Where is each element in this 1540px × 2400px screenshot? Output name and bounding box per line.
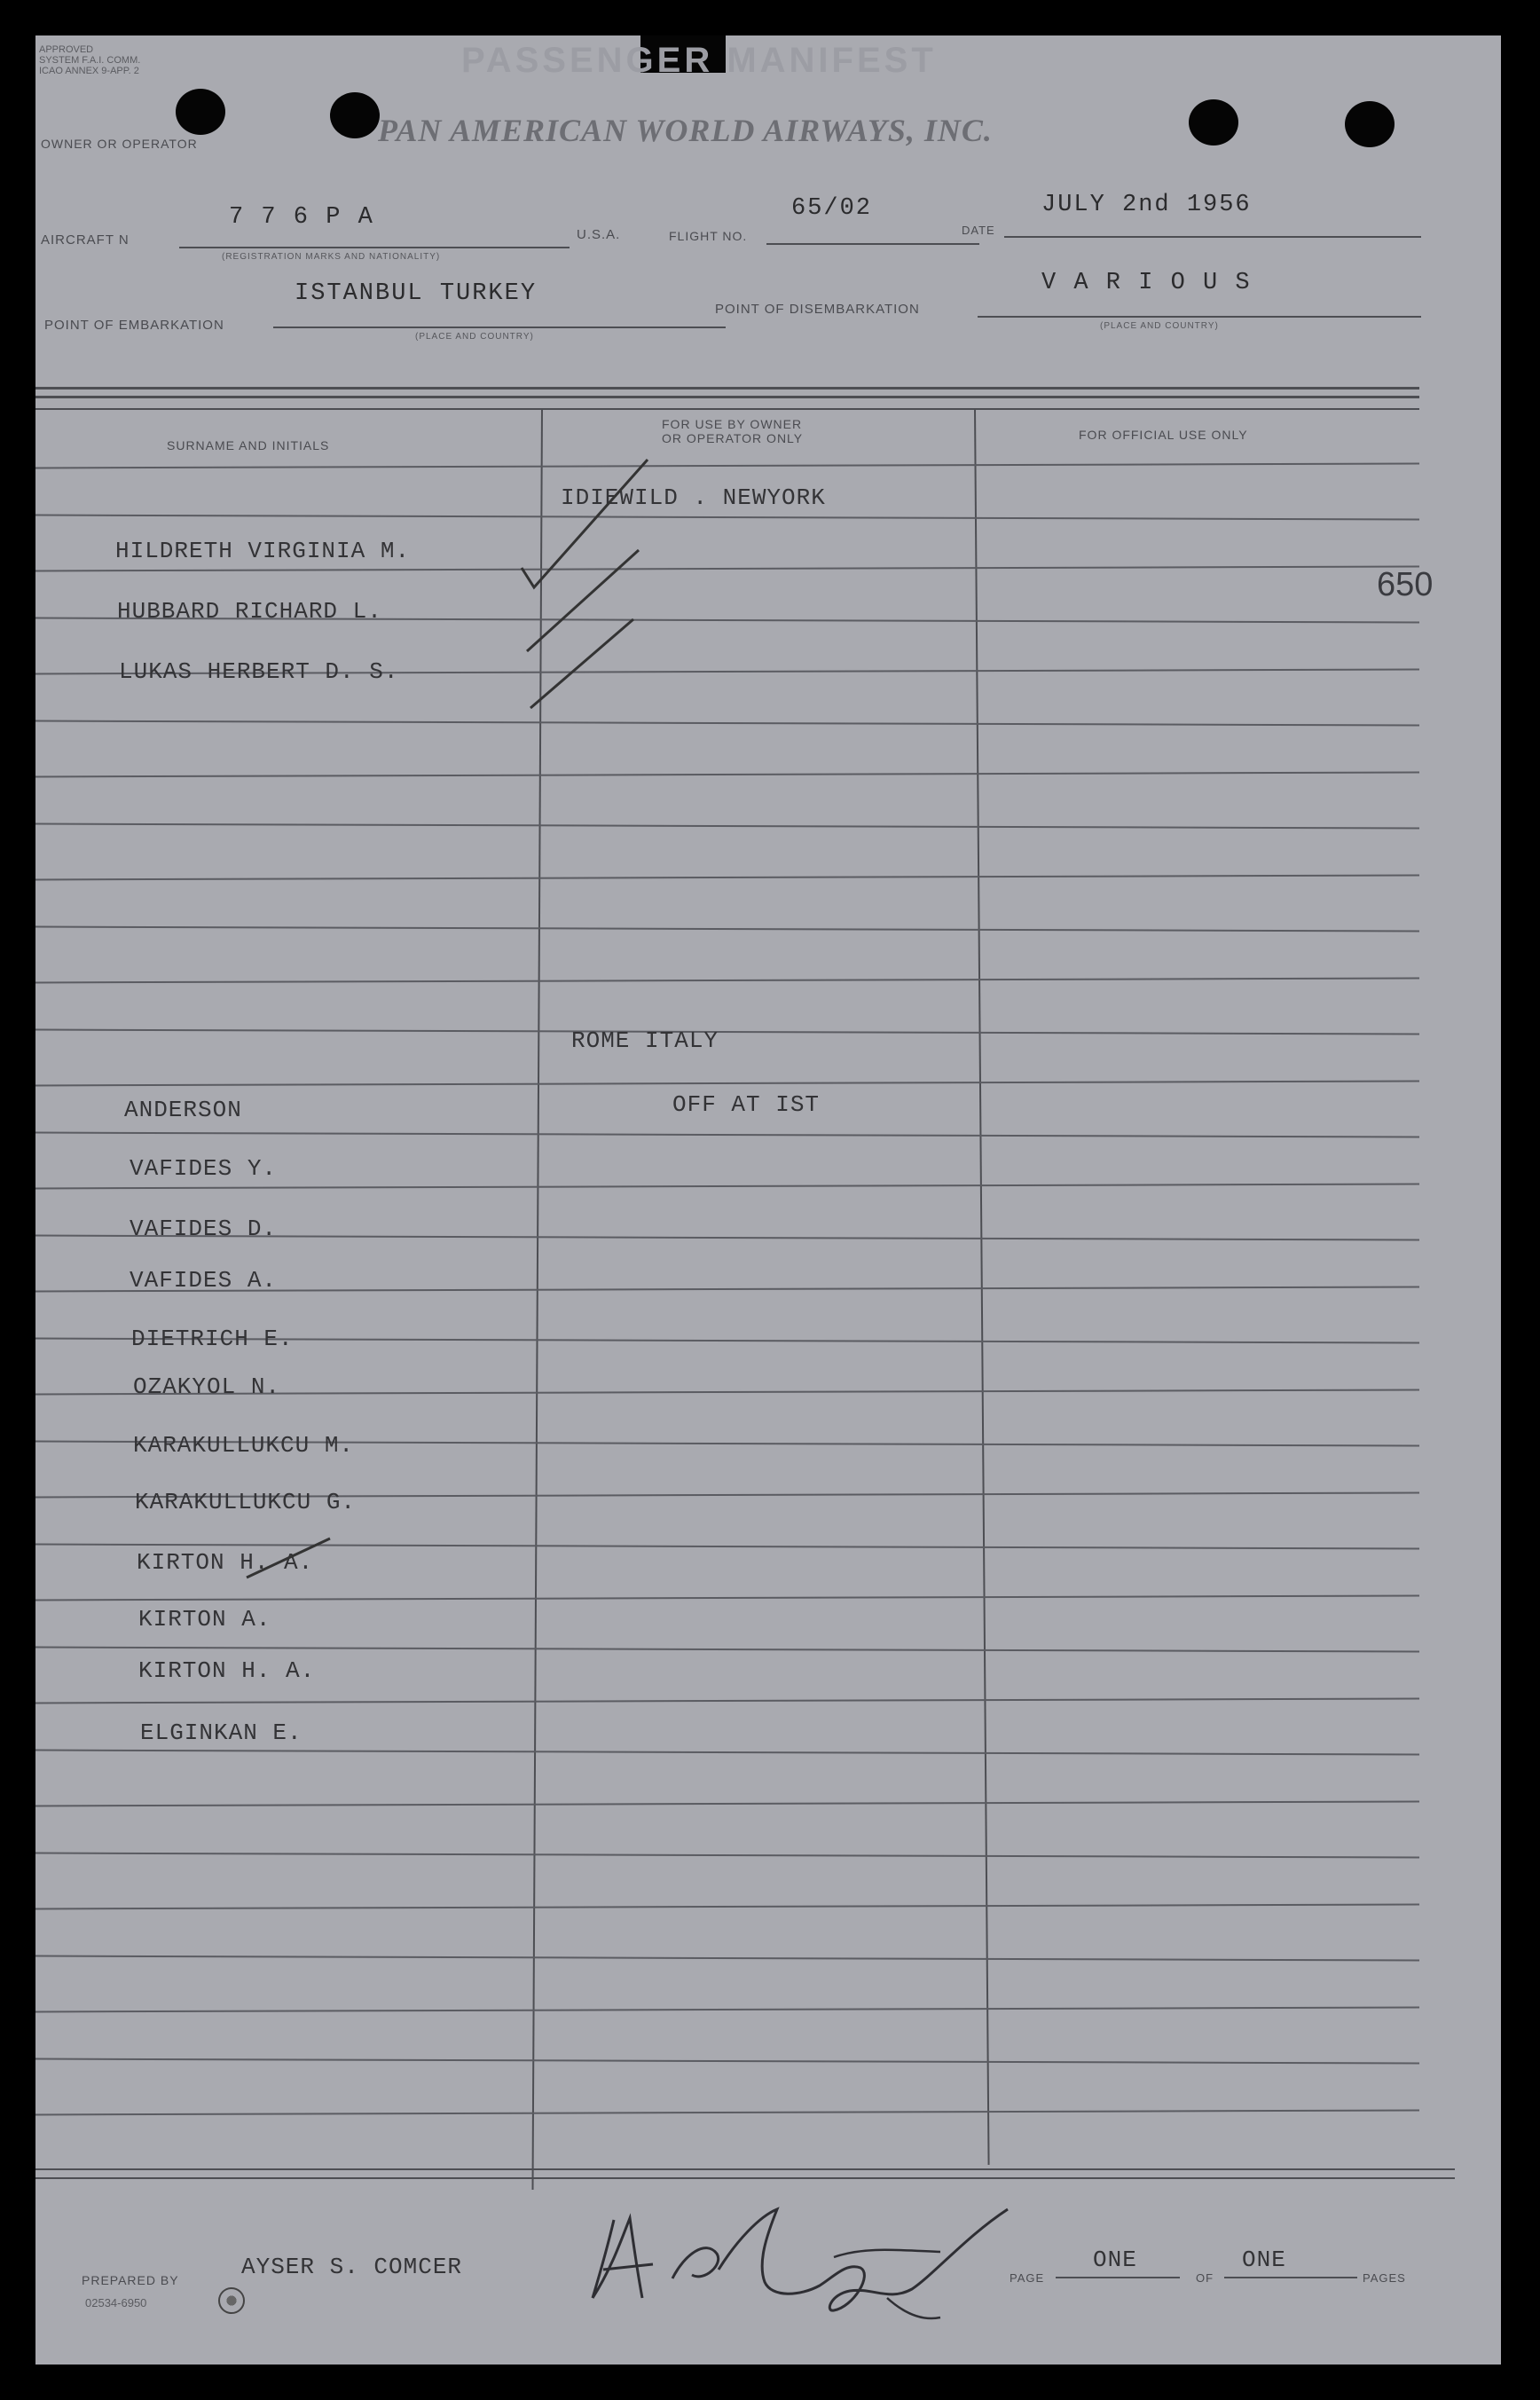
airline-name: PAN AMERICAN WORLD AIRWAYS, INC. — [378, 113, 993, 148]
date-label: DATE — [962, 224, 995, 237]
passenger-name: VAFIDES Y. — [130, 1155, 278, 1182]
row-rule — [35, 2058, 1419, 2065]
of-label: OF — [1196, 2271, 1214, 2285]
flight-label: FLIGHT NO. — [669, 229, 748, 243]
approved-line: ICAO ANNEX 9-APP. 2 — [39, 66, 139, 76]
passenger-name: VAFIDES A. — [130, 1267, 278, 1294]
passenger-name: VAFIDES D. — [130, 1216, 278, 1242]
passenger-name: KARAKULLUKCU G. — [135, 1489, 357, 1515]
passenger-name: HILDRETH VIRGINIA M. — [115, 538, 411, 564]
passenger-name: LUKAS HERBERT D. S. — [119, 658, 399, 685]
punch-hole — [1189, 99, 1238, 146]
row-rule — [35, 926, 1419, 932]
aircraft-sub: (REGISTRATION MARKS AND NATIONALITY) — [222, 252, 441, 262]
form-title: PASSENGER MANIFEST — [461, 41, 937, 80]
punch-hole — [330, 92, 380, 138]
prepared-by-value: AYSER S. COMCER — [241, 2254, 463, 2280]
passenger-name: KIRTON A. — [138, 1606, 271, 1633]
approved-line: SYSTEM F.A.I. COMM. — [39, 55, 141, 66]
disembarkation-value: V A R I O U S — [1041, 270, 1252, 296]
owner-label: OWNER OR OPERATOR — [41, 137, 198, 151]
row-rule — [35, 1132, 1419, 1138]
approved-line: APPROVED — [39, 44, 94, 55]
disembarkation-sub: (PLACE AND COUNTRY) — [1100, 321, 1219, 331]
punch-hole — [1345, 101, 1395, 147]
aircraft-label: AIRCRAFT N — [41, 232, 130, 248]
row-rule — [35, 1698, 1419, 1704]
page-value: ONE — [1093, 2247, 1137, 2273]
punch-hole — [176, 89, 225, 135]
official-use-header: FOR OFFICIAL USE ONLY — [1079, 428, 1248, 442]
row-rule — [35, 566, 1419, 572]
row-rule — [35, 1595, 1419, 1601]
embarkation-sub: (PLACE AND COUNTRY) — [415, 332, 534, 342]
row-rule — [35, 823, 1419, 830]
union-seal-icon — [218, 2287, 245, 2314]
row-rule — [35, 463, 1419, 469]
row-rule — [35, 1647, 1419, 1653]
check-marks — [515, 417, 692, 719]
embarkation-label: POINT OF EMBARKATION — [44, 318, 224, 333]
form-code: 02534-6950 — [85, 2296, 147, 2310]
date-value: JULY 2nd 1956 — [1041, 192, 1252, 218]
passenger-name: KARAKULLUKCU M. — [133, 1432, 355, 1459]
passenger-name: HUBBARD RICHARD L. — [117, 598, 382, 625]
row-rule — [35, 720, 1419, 727]
embarkation-value: ISTANBUL TURKEY — [295, 280, 538, 307]
row-rule — [35, 978, 1419, 984]
destination-label: ROME ITALY — [571, 1027, 719, 1054]
page-label: PAGE — [1010, 2271, 1045, 2285]
passenger-name: ELGINKAN E. — [140, 1719, 302, 1746]
passenger-name: OZAKYOL N. — [133, 1373, 281, 1400]
usa-label: U.S.A. — [577, 227, 621, 242]
row-rule — [35, 2007, 1419, 2013]
row-rule — [35, 772, 1419, 778]
owner-use-header: OR OPERATOR ONLY — [662, 431, 804, 445]
manifest-sheet — [35, 35, 1501, 2365]
destination-label: IDIEWILD . NEWYORK — [561, 484, 826, 511]
row-rule — [35, 1081, 1419, 1087]
passenger-name: KIRTON H. A. — [138, 1657, 316, 1684]
check-mark — [241, 1535, 348, 1588]
aircraft-value: 7 7 6 P A — [229, 204, 374, 231]
row-rule — [35, 2110, 1419, 2116]
row-rule — [35, 515, 1419, 521]
flight-value: 65/02 — [791, 195, 873, 222]
row-rule — [35, 1029, 1419, 1035]
row-rule — [35, 1750, 1419, 1756]
passenger-name: KIRTON H. A. — [137, 1549, 314, 1576]
row-rule — [35, 1184, 1419, 1190]
row-rule — [35, 1801, 1419, 1807]
prepared-by-label: PREPARED BY — [82, 2273, 179, 2287]
official-note: 650 — [1377, 566, 1434, 603]
row-rule — [35, 1955, 1419, 1962]
owner-use-header: FOR USE BY OWNER — [662, 417, 803, 431]
pages-value: ONE — [1242, 2247, 1286, 2273]
row-rule — [35, 1853, 1419, 1859]
surname-column-header: SURNAME AND INITIALS — [167, 438, 330, 452]
row-rule — [35, 875, 1419, 881]
disembarkation-label: POINT OF DISEMBARKATION — [715, 302, 920, 317]
passenger-name: ANDERSON — [124, 1097, 242, 1123]
row-rule — [35, 1904, 1419, 1910]
section-note: OFF AT IST — [672, 1091, 821, 1118]
signature — [568, 2165, 1065, 2333]
pages-label: PAGES — [1363, 2271, 1406, 2285]
passenger-name: DIETRICH E. — [131, 1326, 294, 1352]
